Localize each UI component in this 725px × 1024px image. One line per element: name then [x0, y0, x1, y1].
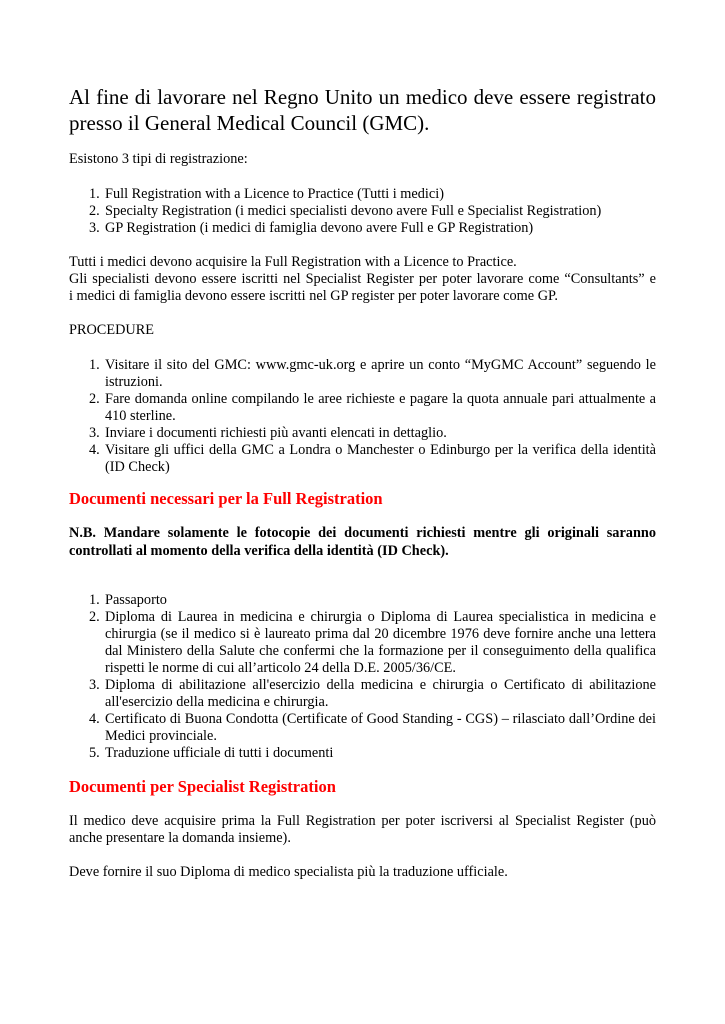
registration-types-list [69, 186, 656, 237]
full-registration-heading: Documenti necessari per la Full Registration [69, 489, 383, 508]
specialist-registration-heading: Documenti per Specialist Registration [69, 777, 336, 796]
all-doctors-paragraph: Tutti i medici devono acquisire la Full Registration with a Licence to Practice. [69, 254, 517, 270]
list-item: 4. Visitare gli uffici della GMC a Londra o Manchester o Edinburgo per la verifica della identità (ID Check) [89, 442, 656, 475]
specialist-paragraph-1: Il medico deve acquisire prima la Full Registration per poter iscriversi al Specialist Register (può anche presentare la domanda insieme). [69, 813, 656, 846]
specialist-paragraph-2: Deve fornire il suo Diploma di medico specialista più la traduzione ufficiale. [69, 864, 508, 880]
list-item: 1. Visitare il sito del GMC: www.gmc-uk.org e aprire un conto “MyGMC Account” seguendo le istruzioni. [89, 357, 656, 390]
document-title [69, 84, 656, 136]
title-line-2: presso il General Medical Council (GMC). [69, 111, 430, 135]
list-item: 4. Certificato di Buona Condotta (Certificate of Good Standing - CGS) – rilasciato dall’Ordine dei Medici provinciale. [89, 711, 656, 744]
list-item: 1. Full Registration with a Licence to Practice (Tutti i medici) [89, 186, 444, 202]
nb-note: N.B. Mandare solamente le fotocopie dei documenti richiesti mentre gli originali saranno controllati al momento della verifica della identità (ID Check). [69, 525, 656, 559]
procedure-heading: PROCEDURE [69, 322, 154, 338]
list-item: 3. GP Registration (i medici di famiglia devono avere Full e GP Registration) [89, 220, 534, 236]
list-item: 2. Specialty Registration (i medici specialisti devono avere Full e Specialist Registration) [89, 203, 602, 219]
list-item: 1. Passaporto [89, 592, 167, 608]
specialists-paragraph-line-1: Gli specialisti devono essere iscritti nel Specialist Register per poter lavorare come “Consultants” e [69, 271, 656, 287]
intro-text: Esistono 3 tipi di registrazione: [69, 151, 248, 167]
procedure-steps-list [69, 357, 656, 476]
list-item: 3. Diploma di abilitazione all'esercizio della medicina e chirurgia o Certificato di abilitazione all'esercizio della medicina e chirurgia. [89, 677, 656, 710]
list-item: 2. Fare domanda online compilando le aree richieste e pagare la quota annuale pari attualmente a 410 sterline. [89, 391, 656, 424]
specialists-paragraph-line-2: i medici di famiglia devono essere iscritti nel GP register per poter lavorare come GP. [69, 288, 558, 304]
list-item: 3. Inviare i documenti richiesti più avanti elencati in dettaglio. [89, 425, 447, 441]
full-registration-documents-list [69, 592, 656, 762]
title-line-1: Al fine di lavorare nel Regno Unito un medico deve essere registrato [69, 85, 656, 109]
list-item: 2. Diploma di Laurea in medicina e chirurgia o Diploma di Laurea specialistica in medicina e chirurgia (se il medico si è laureato prima dal 20 dicembre 1976 deve fornire anche una lettera dal Ministero della Salute che confermi che la formazione per il conseguimento della qualifica rispetti le norme di cui all’articolo 24 della D.E. 2005/36/CE. [89, 609, 656, 676]
list-item: 5. Traduzione ufficiale di tutti i documenti [89, 745, 334, 761]
